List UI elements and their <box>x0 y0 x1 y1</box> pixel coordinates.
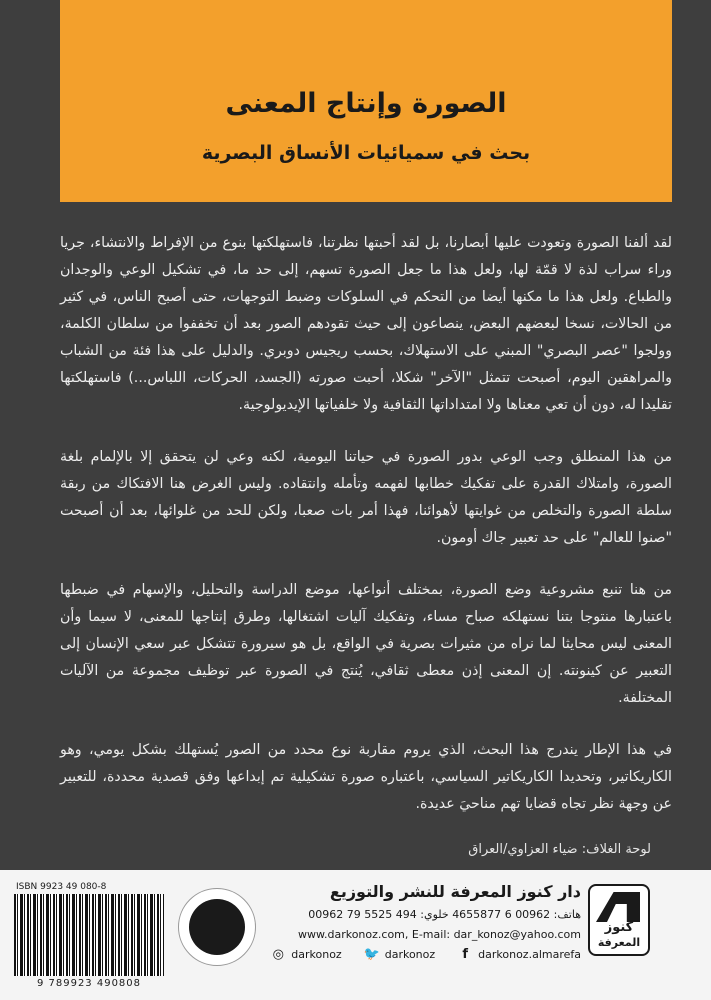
publisher-name: دار كنوز المعرفة للنشر والتوزيع <box>329 882 581 901</box>
paragraph: في هذا الإطار يندرج هذا البحث، الذي يروم مقاربة نوع محدد من الصور يُستهلك بشكل يومي، وهو الكاريكاتير، وتحديدا الكاريكاتير السياسي، باعتباره صورة تشكيلية تم إبداعها وفق قصدية محددة، للتعبير عن وجهة نظر تجاه قضايا تهم مناحيَ عديدة. <box>60 742 672 812</box>
paragraph: لقد ألفنا الصورة وتعودت عليها أبصارنا، بل لقد أحبتها نظرتنا، فاستهلكتها بنوع من الإفراط والانتشاء، جريا وراء سراب لذة لا قمّة لها، ولعل هذا ما جعل الصورة تسهم، إلى حد ما، في تشكيل الوعي والوجدان والطباع. ولعل هذا ما مكنها أيضا من التحكم في السلوكات وضبط التوجهات، حتى أصبح الناس، في كثير من الحالات، نسخا لبعضهم البعض، ينصاعون إلى حيث تقودهم الصور بعد أن تخففوا من سلطان الكلمة، وولجوا "عصر البصري" المبني على الاستهلاك، بحسب ريجيس دوبري. والدليل على هذا فئة من الشباب والمراهقين اليوم، أصبحت تتمثل "الآخر" شكلا، أحبت صورته (الجسد، الحركات، اللباس...) فاستهلكتها تقليدا له، دون أن تعي معناها ولا امتداداتها الثقافية ولا خلفياتها الإيديولوجية. <box>60 235 672 413</box>
publisher-phone: هاتف: 00962 6 4655877 خلوي: 494 5525 79 00962 <box>308 908 581 921</box>
artist-seal-icon <box>178 888 256 966</box>
blurb-text <box>60 230 672 843</box>
social-facebook[interactable] <box>457 946 581 962</box>
social-twitter[interactable] <box>364 946 435 962</box>
book-title: الصورة وإنتاج المعنى <box>225 88 507 119</box>
twitter-icon: 🐦 <box>363 946 380 962</box>
barcode-number: 9 789923 490808 <box>36 978 142 989</box>
social-handle: darkonoz <box>384 947 436 961</box>
publisher-logo <box>588 884 650 956</box>
logo-mark-icon <box>596 892 640 922</box>
paragraph: من هذا المنطلق وجب الوعي بدور الصورة في حياتنا اليومية، لكنه وعي لن يتحقق إلا بالإلمام بلغة الصورة، وامتلاك القدرة على تفكيك خطابها لفهمه وتأمله وانتقاده. وليس الغرض هنا الافتكاك من ربقة سلطة الصورة والتخلص من غوايتها لأهوائنا، فهذا أمر بات صعبا، ولكن للحد من غلوائها، بعد أن أصبحت "صنوا للعالم" على حد تعبير جاك أومون. <box>60 449 672 546</box>
paragraph: من هنا تنبع مشروعية وضع الصورة، بمختلف أنواعها، موضع الدراسة والتحليل، والإسهام في ضبطها باعتبارها منتوجا بتنا نستهلكه صباح مساء، وتفكيك آليات اشتغالها، وطرق إنتاجها للمعنى، لا سيما وأن المعنى ليس محايثا لما نراه من مثيرات بصرية في الواقع، بل هو سيرورة تتشكل عبر سعي الإنسان إلى التعبير عن كينونته. إن المعنى إذن معطى ثقافي، يُنتج في الصورة عبر توظيف مجموعة من الآليات المختلفة. <box>60 582 672 706</box>
publisher-web: www.darkonoz.com, E-mail: dar_konoz@yahoo.com <box>298 928 581 941</box>
facebook-icon: f <box>462 946 468 962</box>
title-panel <box>60 0 672 202</box>
social-handle: darkonoz <box>291 947 342 961</box>
social-handle: darkonoz.almarefa <box>478 947 581 961</box>
cover-art-credit: لوحة الغلاف: ضياء العزاوي/العراق <box>468 842 651 857</box>
barcode-icon <box>14 894 164 976</box>
publisher-footer <box>0 870 711 1000</box>
social-links <box>270 946 581 962</box>
logo-text-1: كنوز <box>604 920 634 935</box>
isbn-label: ISBN 9923 49 080-8 <box>16 882 107 892</box>
social-instagram[interactable] <box>270 946 341 962</box>
book-subtitle: بحث في سميائيات الأنساق البصرية <box>201 142 531 164</box>
logo-text-2: المعرفة <box>597 936 641 949</box>
instagram-icon: ◎ <box>272 946 284 962</box>
